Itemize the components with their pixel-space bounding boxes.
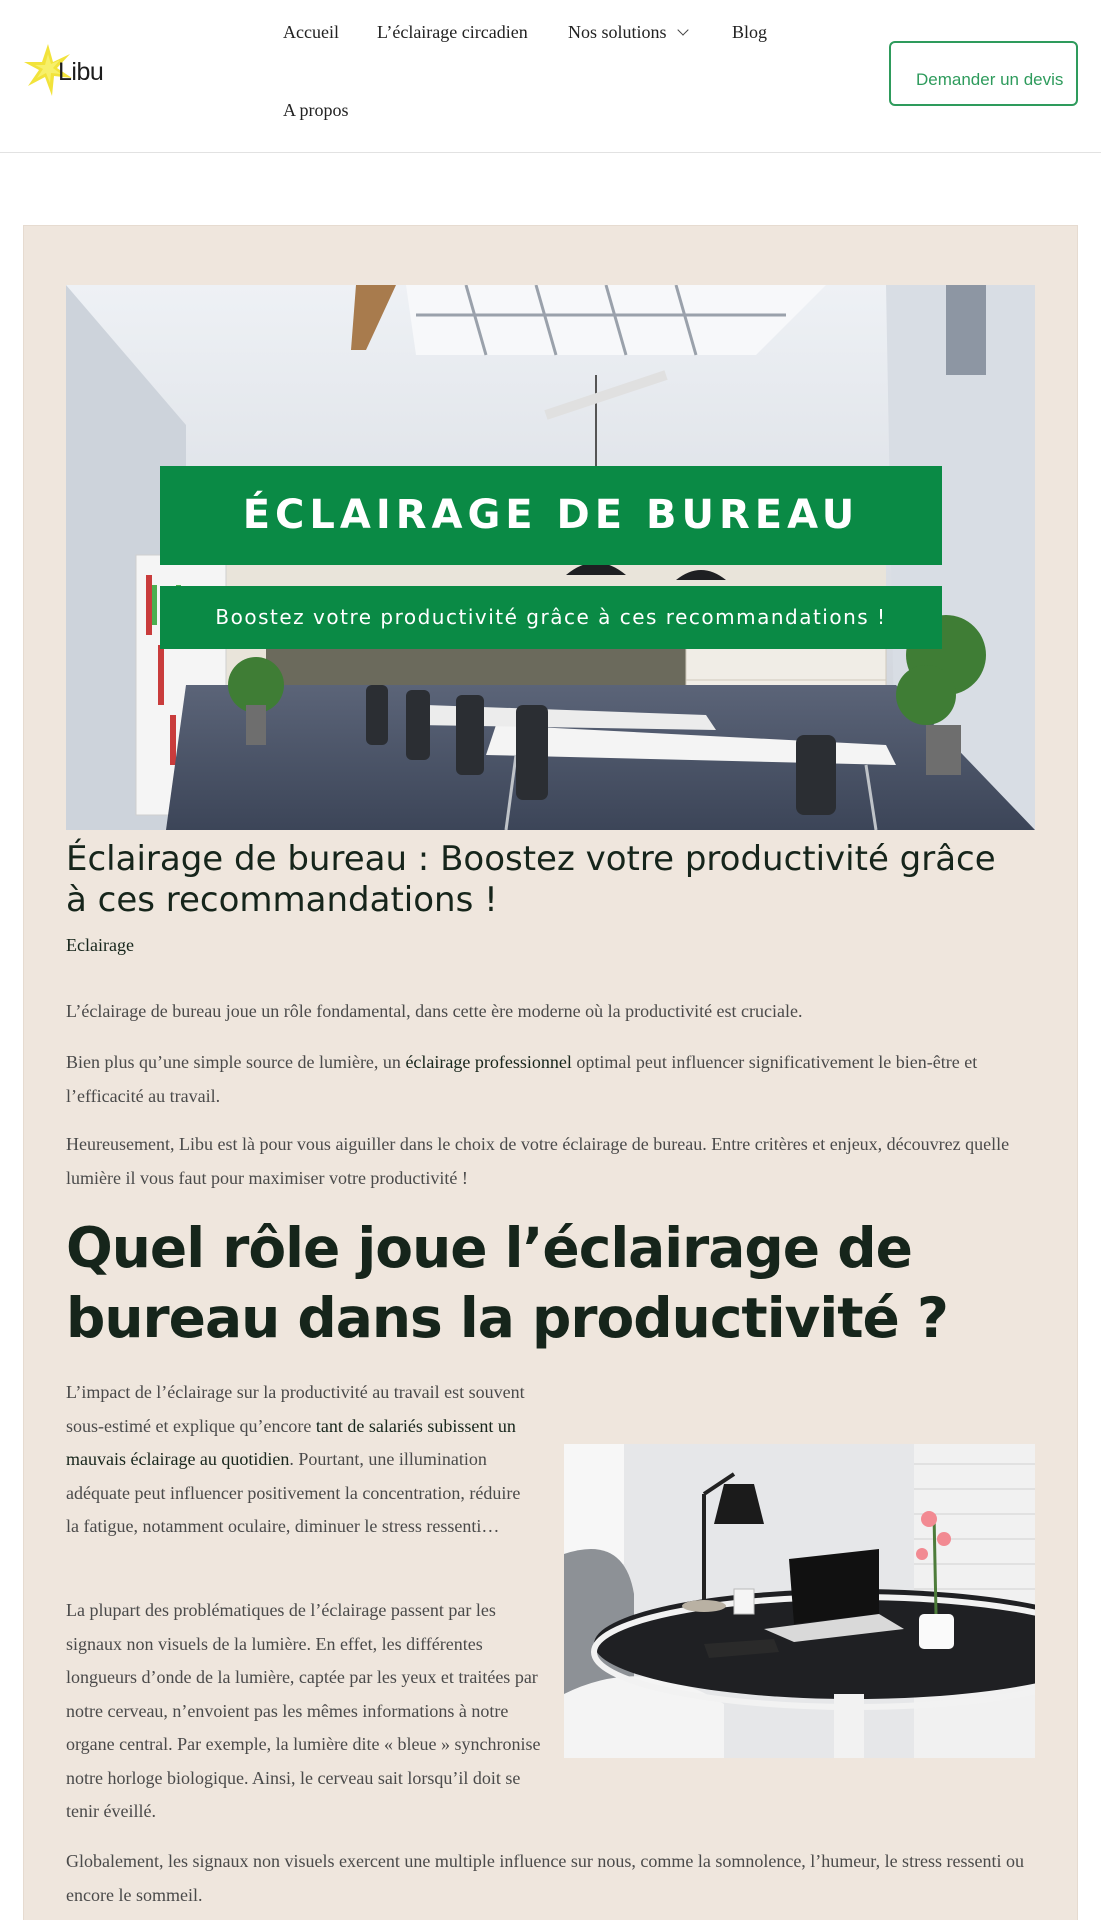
intro-paragraph-2 bbox=[66, 1046, 1036, 1113]
main-nav bbox=[283, 0, 843, 153]
chevron-down-icon bbox=[677, 24, 688, 35]
request-quote-button[interactable]: Demander un devis bbox=[889, 41, 1078, 106]
body-paragraph-2: La plupart des problématiques de l’éclairage passent par les signaux non visuels de la lumière. En effet, les différentes longueurs d’onde de la lumière, captée par les yeux et traitées par notre cerveau, n’envoient pas les mêmes informations à notre organe central. Par exemple, la lumière dite « bleue » synchronise notre horloge biologique. Ainsi, le cerveau sait lorsqu’il doit se tenir éveillé. bbox=[66, 1600, 541, 1821]
hero-image bbox=[66, 285, 1035, 830]
intro-paragraph-1: L’éclairage de bureau joue un rôle fondamental, dans cette ère moderne où la productivité est cruciale. bbox=[66, 1001, 803, 1021]
brand-name[interactable]: Libu bbox=[58, 58, 104, 86]
p1-text-before: L’impact de l’éclairage sur la productivité au travail est souvent sous-estimé et explique qu’encore bbox=[66, 1382, 525, 1436]
p1-text-after: . Pourtant, une illumination adéquate peut influencer positivement la concentration, réduire la fatigue, notamment oculaire, diminuer le stress ressenti… bbox=[66, 1449, 521, 1536]
category-link[interactable]: Eclairage bbox=[66, 935, 134, 955]
nav-blog[interactable]: Blog bbox=[732, 22, 768, 42]
desk-image bbox=[564, 1444, 1035, 1758]
site-header bbox=[0, 0, 1101, 153]
nav-eclairage-circadien[interactable]: L’éclairage circadien bbox=[377, 22, 528, 42]
intro-2-text-before: Bien plus qu’une simple source de lumière, un bbox=[66, 1052, 406, 1072]
nav-nos-solutions[interactable] bbox=[568, 22, 687, 43]
professional-lighting-link[interactable]: éclairage professionnel bbox=[405, 1052, 572, 1072]
hero-banner-title: ÉCLAIRAGE DE BUREAU bbox=[160, 466, 942, 565]
intro-paragraph-3: Heureusement, Libu est là pour vous aiguiller dans le choix de votre éclairage de bureau. Entre critères et enjeux, découvrez quelle lumière il vous faut pour maximiser votre productivité ! bbox=[66, 1134, 1010, 1188]
hero-banner-subtitle: Boostez votre productivité grâce à ces recommandations ! bbox=[160, 586, 942, 649]
desk-photo bbox=[564, 1444, 1035, 1758]
body-paragraph-1 bbox=[66, 1376, 536, 1544]
nav-a-propos[interactable]: A propos bbox=[283, 100, 349, 120]
nav-accueil[interactable]: Accueil bbox=[283, 22, 339, 42]
body-paragraph-3: Globalement, les signaux non visuels exercent une multiple influence sur nous, comme la somnolence, l’humeur, le stress ressenti ou encore le sommeil. bbox=[66, 1851, 1025, 1905]
page-title: Éclairage de bureau : Boostez votre productivité grâce à ces recommandations ! bbox=[66, 839, 996, 920]
intro-2-text-after: optimal peut influencer significativement le bien-être et l’efficacité au travail. bbox=[66, 1052, 978, 1106]
section-heading: Quel rôle joue l’éclairage de bureau dans la productivité ? bbox=[66, 1216, 948, 1350]
employees-bad-lighting-link[interactable]: tant de salariés subissent un mauvais éclairage au quotidien bbox=[66, 1415, 516, 1469]
nav-nos-solutions-label: Nos solutions bbox=[568, 22, 667, 42]
